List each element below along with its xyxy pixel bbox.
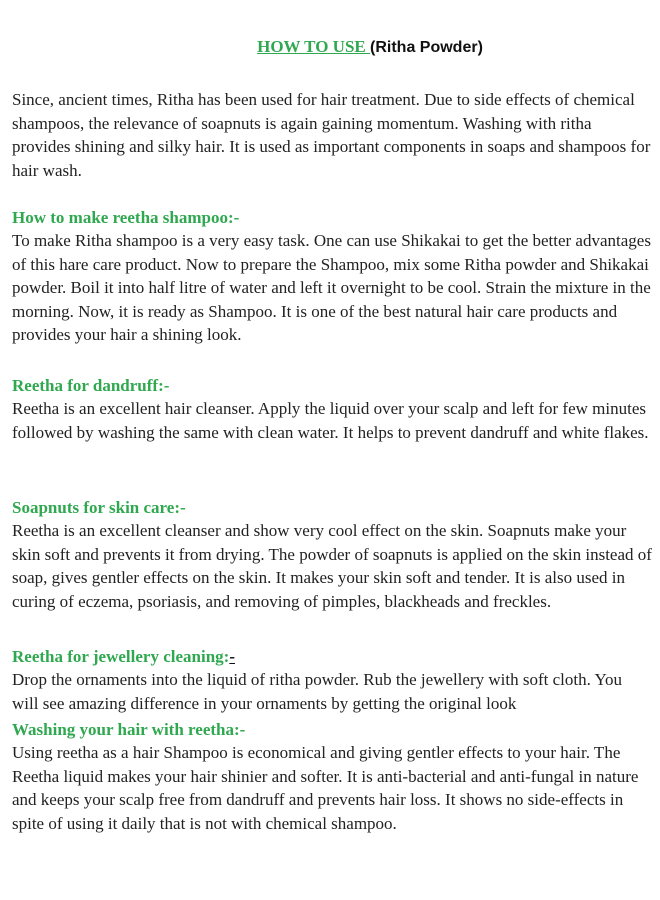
- section-heading-jewellery-text: Reetha for jewellery cleaning:: [12, 647, 230, 666]
- section-body-skin-care: Reetha is an excellent cleanser and show very cool effect on the skin. Soapnuts make your skin soft and prevents it from drying. The powder of soapnuts is applied on the skin instead of soap, gives gentler effects on the skin. It makes your skin soft and tender. It is also used in curing of eczema, psoriasis, and removing of pimples, blackheads and freckles.: [12, 521, 652, 611]
- section-jewellery: [12, 646, 652, 715]
- title-product-name: (Ritha Powder): [370, 39, 483, 56]
- section-heading-jewellery: [12, 646, 652, 668]
- section-body-jewellery: [12, 668, 652, 715]
- section-heading-washing: Washing your hair with reetha:-: [12, 720, 246, 739]
- title-how-to-use: HOW TO USE: [257, 37, 371, 56]
- section-skin-care: [12, 497, 652, 613]
- intro-block: [12, 88, 652, 182]
- section-shampoo: [12, 207, 652, 347]
- section-body-washing: Using reetha as a hair Shampoo is economical and giving gentler effects to your hair. The Reetha liquid makes your hair shinier and softer. It is anti-bacterial and anti-fungal in nature and keeps your scalp free from dandruff and prevents hair loss. It shows no side-effects in spite of using it daily that is not with chemical shampoo.: [12, 743, 639, 833]
- intro-paragraph: Since, ancient times, Ritha has been used for hair treatment. Due to side effects of chemical shampoos, the relevance of soapnuts is again gaining momentum. Washing with ritha provides shining and silky hair. It is used as important components in soaps and shampoos for hair wash.: [12, 90, 651, 180]
- section-body-dandruff: Reetha is an excellent hair cleanser. Apply the liquid over your scalp and left for few minutes followed by washing the same with clean water. It helps to prevent dandruff and white flakes.: [12, 399, 649, 442]
- section-washing: [12, 719, 652, 835]
- section-heading-shampoo: How to make reetha shampoo:-: [12, 208, 240, 227]
- section-heading-dandruff: Reetha for dandruff:-: [12, 376, 170, 395]
- section-dandruff: [12, 375, 652, 444]
- section-heading-jewellery-dash: -: [229, 647, 235, 666]
- section-heading-skin-care: Soapnuts for skin care:-: [12, 498, 186, 517]
- page-title: [0, 37, 660, 57]
- section-body-shampoo: To make Ritha shampoo is a very easy task. One can use Shikakai to get the better advantages of this hare care product. Now to prepare the Shampoo, mix some Ritha powder and Shikakai powder. Boil it into half litre of water and left it overnight to be cool. Strain the mixture in the morning. Now, it is ready as Shampoo. It is one of the best natural hair care products and provides your hair a shining look.: [12, 231, 651, 344]
- section-body-jewellery-text: Drop the ornaments into the liquid of ritha powder. Rub the jewellery with soft cloth. You will see amazing difference in your ornaments by getting the original look: [12, 670, 623, 713]
